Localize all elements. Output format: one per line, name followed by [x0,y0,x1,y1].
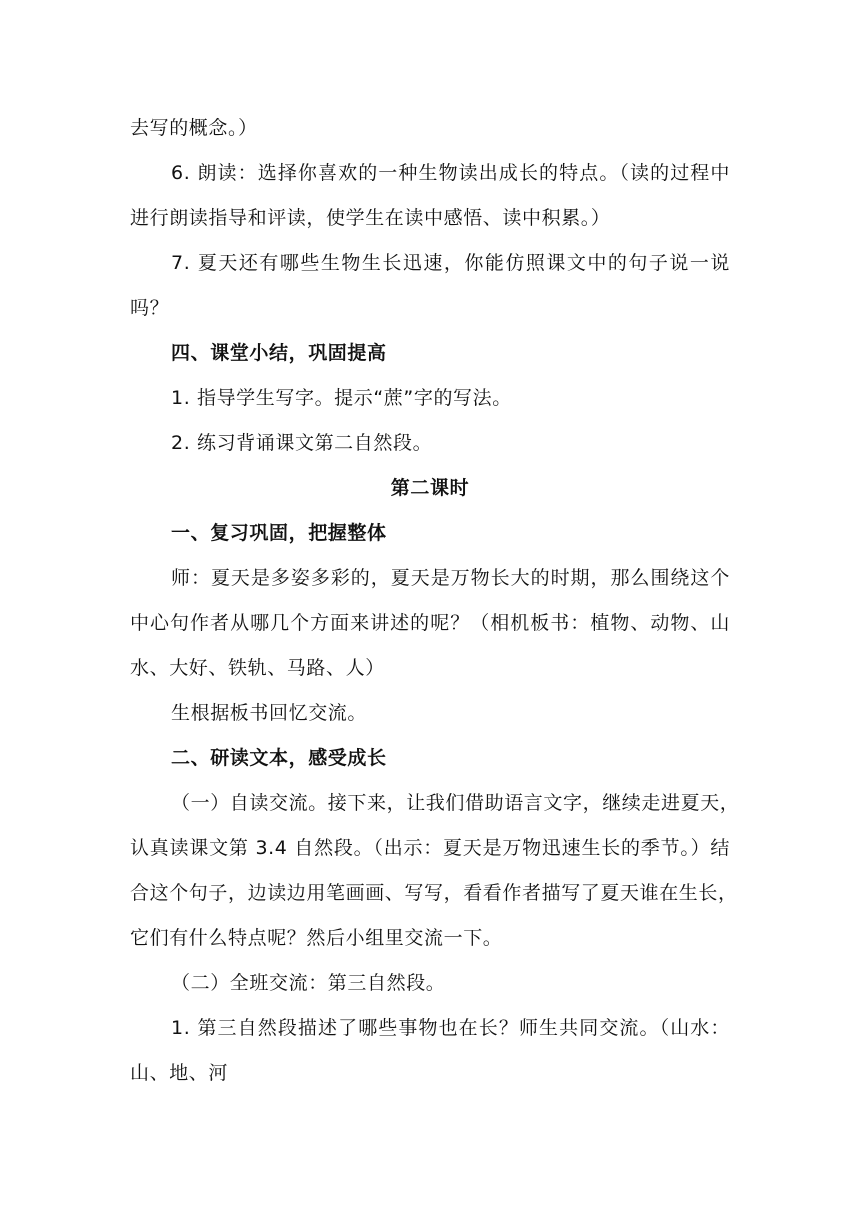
section-heading: 二、研读文本，感受成长 [171,747,387,769]
text-line: 合这个句子，边读边用笔画画、写写，看看作者描写了夏天谁在生长， [130,882,738,904]
text-line: 1. 第三自然段描述了哪些事物也在长？师生共同交流。（山水： [171,1017,730,1039]
text-line: 吗？ [130,297,170,319]
text-line: 师：夏天是多姿多彩的，夏天是万物长大的时期，那么围绕这个 [171,567,730,589]
text-line: 进行朗读指导和评读，使学生在读中感悟、读中积累。） [130,207,611,229]
text-line: 6. 朗读：选择你喜欢的一种生物读出成长的特点。（读的过程中 [171,162,730,184]
section-heading: 四、课堂小结，巩固提高 [171,342,387,364]
text-line: 中心句作者从哪几个方面来讲述的呢？（相机板书：植物、动物、山 [130,612,730,634]
section-heading: 一、复习巩固，把握整体 [171,522,387,544]
text-line: 认真读课文第 3.4 自然段。（出示：夏天是万物迅速生长的季节。）结 [130,837,730,859]
text-line: 山、地、河 [130,1062,229,1084]
text-line: （一）自读交流。接下来，让我们借助语言文字，继续走进夏天， [171,792,740,814]
text-line: 生根据板书回忆交流。 [171,702,368,724]
text-line: 7. 夏天还有哪些生物生长迅速，你能仿照课文中的句子说一说 [171,252,730,274]
text-line: 水、大好、铁轨、马路、人） [130,657,385,679]
text-line: （二）全班交流：第三自然段。 [171,972,446,994]
text-line: 1. 指导学生写字。提示“蔗”字的写法。 [171,387,512,409]
text-line: 2. 练习背诵课文第二自然段。 [171,432,433,454]
text-line: 去写的概念。） [130,117,258,139]
text-line: 它们有什么特点呢？然后小组里交流一下。 [130,927,503,949]
lesson-title: 第二课时 [390,477,470,499]
